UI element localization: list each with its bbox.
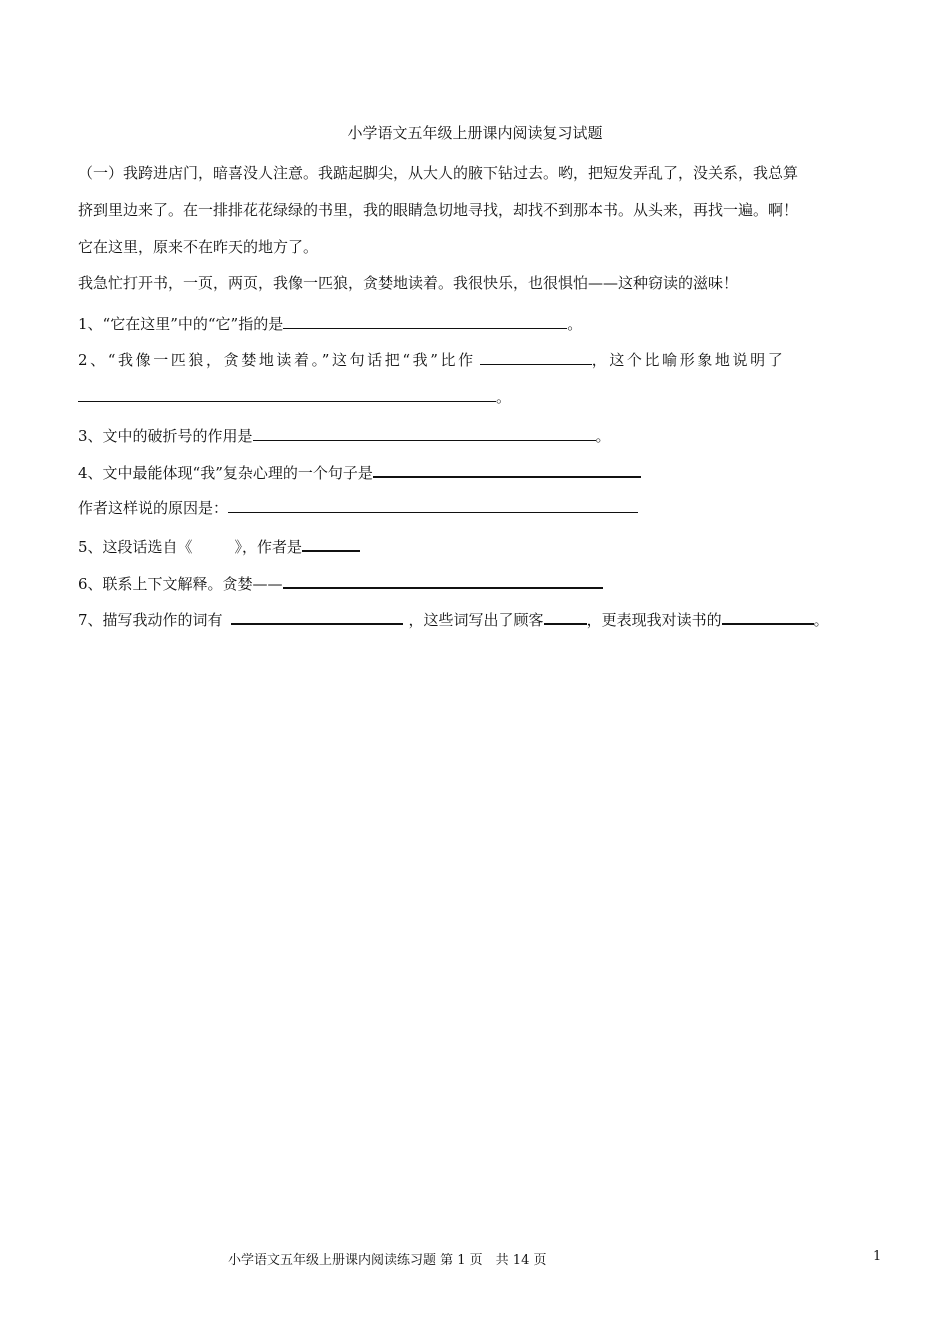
passage-line: 我急忙打开书，一页，两页，我像一匹狼，贪婪地读着。我很快乐，也很惧怕——这种窃读的滋味！ <box>78 274 739 292</box>
passage-line: （一）我跨进店门，暗喜没人注意。我踮起脚尖，从大人的腋下钻过去。哟，把短发弄乱了，没关系，我总算 <box>78 164 799 182</box>
answer-blank[interactable] <box>302 535 360 552</box>
answer-blank[interactable] <box>78 386 496 402</box>
question-3 <box>78 425 888 446</box>
page-footer: 小学语文五年级上册课内阅读练习题 第 1 页 共 14 页 <box>228 1253 547 1268</box>
question-7 <box>78 608 888 630</box>
passage-line: 挤到里边来了。在一排排花花绿绿的书里，我的眼睛急切地寻找，却找不到那本书。从头来，再找一遍。啊！ <box>78 201 799 219</box>
question-7-mid1: ，这些词写出了顾客 <box>408 611 544 629</box>
answer-blank[interactable] <box>253 425 596 441</box>
answer-blank[interactable] <box>480 349 592 365</box>
question-2-continuation <box>78 386 888 407</box>
question-1-end: 。 <box>567 315 583 333</box>
question-7-mid2: ，更表现我对读书的 <box>586 611 722 629</box>
question-5-mid: 》，作者是 <box>234 538 303 556</box>
question-5 <box>78 535 888 557</box>
question-7-end: 。 <box>813 611 829 629</box>
question-6 <box>78 572 888 594</box>
question-2-text: 2、“我像一匹狼，贪婪地读着。”这句话把“我”比作 <box>78 351 476 369</box>
question-5-text: 5、这段话选自《 <box>78 538 193 556</box>
passage-line: 它在这里，原来不在昨天的地方了。 <box>78 238 319 256</box>
question-3-text: 3、文中的破折号的作用是 <box>78 427 253 445</box>
question-4-followup <box>78 497 888 518</box>
question-1-text: 1、“它在这里”中的“它”指的是 <box>78 315 284 333</box>
answer-blank[interactable] <box>544 608 587 625</box>
question-2-end: 。 <box>496 388 512 406</box>
page-title: 小学语文五年级上册课内阅读复习试题 <box>347 124 603 142</box>
question-1 <box>78 313 888 334</box>
question-4-text: 4、文中最能体现“我”复杂心理的一个句子是 <box>78 464 373 482</box>
question-3-end: 。 <box>595 427 611 445</box>
question-2 <box>78 349 888 370</box>
answer-blank[interactable] <box>283 572 603 589</box>
answer-blank[interactable] <box>373 461 641 478</box>
answer-blank[interactable] <box>283 313 567 329</box>
question-6-text: 6、联系上下文解释。贪婪—— <box>78 575 283 593</box>
question-2-mid: ，这个比喻形象地说明了 <box>591 351 786 369</box>
answer-blank[interactable] <box>228 497 638 513</box>
question-4 <box>78 461 888 483</box>
answer-blank[interactable] <box>722 608 814 625</box>
question-4-follow: 作者这样说的原因是： <box>78 499 229 517</box>
question-7-text: 7、描写我动作的词有 <box>78 611 223 629</box>
page-number: 1 <box>873 1249 882 1264</box>
answer-blank[interactable] <box>231 608 403 625</box>
